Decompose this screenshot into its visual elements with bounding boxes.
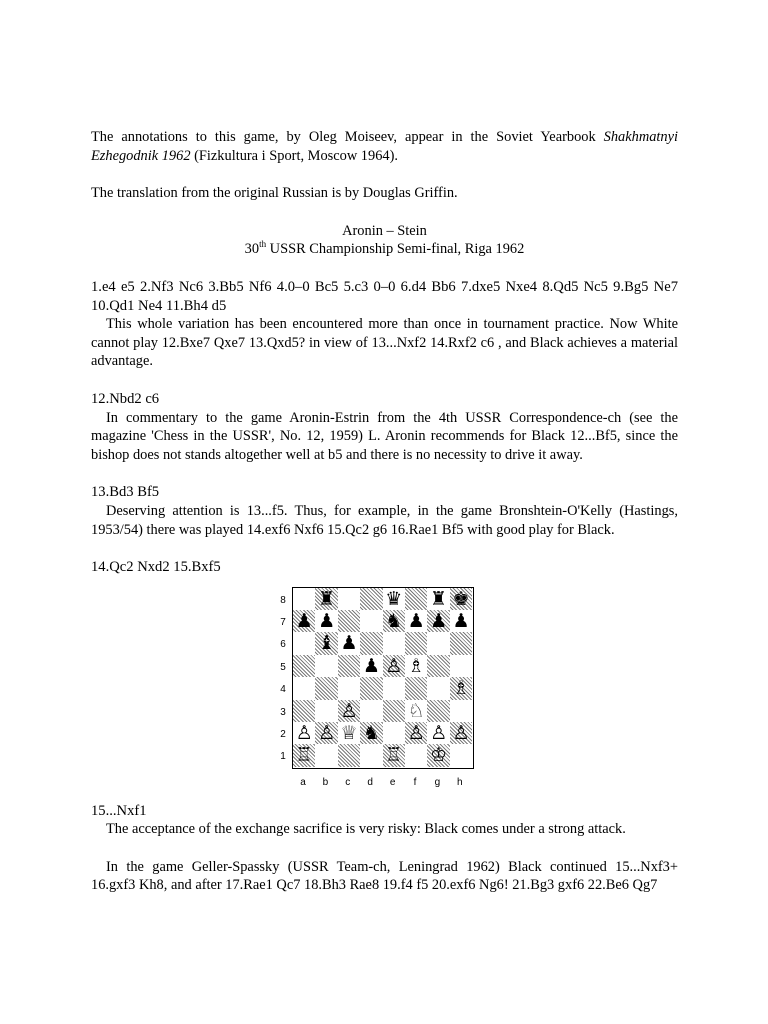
square-b5 bbox=[315, 655, 337, 677]
rank-label-3: 3 bbox=[280, 706, 286, 718]
rank-label-8: 8 bbox=[280, 594, 286, 606]
chess-piece-icon: ♘ bbox=[407, 699, 425, 722]
square-d8 bbox=[360, 588, 382, 610]
chess-piece-icon: ♙ bbox=[340, 699, 358, 722]
chess-piece-icon: ♙ bbox=[295, 722, 313, 745]
square-d6 bbox=[360, 632, 382, 654]
chess-piece-icon: ♙ bbox=[452, 722, 470, 745]
chess-piece-icon: ♙ bbox=[430, 722, 448, 745]
square-a8 bbox=[293, 588, 315, 610]
file-label-h: h bbox=[457, 776, 463, 788]
event-ordinal: th bbox=[259, 239, 267, 250]
square-d7 bbox=[360, 610, 382, 632]
square-e4 bbox=[383, 677, 405, 699]
chess-piece-icon: ♟ bbox=[452, 610, 470, 633]
square-a5 bbox=[293, 655, 315, 677]
square-h3 bbox=[450, 700, 472, 722]
square-g6 bbox=[427, 632, 449, 654]
chess-piece-icon: ♛ bbox=[385, 587, 403, 610]
square-h1 bbox=[450, 744, 472, 766]
file-label-a: a bbox=[300, 776, 306, 788]
square-d3 bbox=[360, 700, 382, 722]
game-players: Aronin – Stein bbox=[342, 222, 427, 239]
square-c8 bbox=[338, 588, 360, 610]
chess-piece-icon: ♖ bbox=[295, 744, 313, 767]
yearbook-title: Shakhmatnyi Ezhegodnik 1962 bbox=[91, 129, 678, 164]
square-c7 bbox=[338, 610, 360, 632]
intro-paragraph bbox=[91, 128, 678, 165]
square-h6 bbox=[450, 632, 472, 654]
chess-piece-icon: ♙ bbox=[385, 654, 403, 677]
chess-piece-icon: ♟ bbox=[340, 632, 358, 655]
square-g4 bbox=[427, 677, 449, 699]
document-page bbox=[91, 128, 678, 895]
chess-piece-icon: ♟ bbox=[362, 654, 380, 677]
rank-label-6: 6 bbox=[280, 639, 286, 651]
square-b3 bbox=[315, 700, 337, 722]
file-label-e: e bbox=[389, 776, 396, 788]
event-number: 30 bbox=[244, 241, 260, 258]
square-c4 bbox=[338, 677, 360, 699]
comment-geller-spassky: In the game Geller-Spassky (USSR Team-ch, Leningrad 1962) Black continued 15...Nxf3+ 16.gxf3 Kh8, and after 17.Rae1 Qc7 18.Bh3 Rae8 19.f4 f5 20.exf6 Ng6! 21.Bg3 gxf6 22.Be6 Qg7 bbox=[91, 858, 678, 894]
square-c5 bbox=[338, 655, 360, 677]
chess-piece-icon: ♕ bbox=[340, 722, 358, 745]
square-e2 bbox=[383, 722, 405, 744]
chess-diagram bbox=[91, 577, 678, 797]
square-f1 bbox=[405, 744, 427, 766]
file-label-b: b bbox=[322, 776, 329, 788]
file-label-d: d bbox=[367, 776, 373, 788]
square-g3 bbox=[427, 700, 449, 722]
game-event bbox=[91, 240, 678, 259]
square-e3 bbox=[383, 700, 405, 722]
square-a4 bbox=[293, 677, 315, 699]
file-label-f: f bbox=[413, 776, 417, 788]
chess-piece-icon: ♙ bbox=[407, 722, 425, 745]
rank-label-5: 5 bbox=[280, 661, 286, 673]
square-d1 bbox=[360, 744, 382, 766]
square-c1 bbox=[338, 744, 360, 766]
file-label-c: c bbox=[345, 776, 351, 788]
chess-piece-icon: ♞ bbox=[385, 610, 403, 633]
moves-12: 12.Nbd2 c6 bbox=[91, 390, 160, 407]
square-d4 bbox=[360, 677, 382, 699]
file-label-g: g bbox=[434, 776, 441, 788]
chess-piece-icon: ♜ bbox=[430, 587, 448, 610]
comment-move-12: In commentary to the game Aronin-Estrin from the 4th USSR Correspondence-ch (see the magazine 'Chess in the USSR', No. 12, 1959) L. Aronin recommends for Black 12...Bf5, since the bishop does not stands altogether well at b5 and there is no necessity to drive it away. bbox=[91, 409, 678, 463]
rank-label-1: 1 bbox=[280, 751, 286, 763]
chess-piece-icon: ♜ bbox=[318, 587, 336, 610]
square-h5 bbox=[450, 655, 472, 677]
chess-board bbox=[292, 587, 474, 769]
chess-piece-icon: ♟ bbox=[318, 610, 336, 633]
square-b1 bbox=[315, 744, 337, 766]
square-a3 bbox=[293, 700, 315, 722]
chess-piece-icon: ♗ bbox=[407, 654, 425, 677]
moves-1-11: 1.e4 e5 2.Nf3 Nc6 3.Bb5 Nf6 4.0–0 Bc5 5.c3 0–0 6.d4 Bb6 7.dxe5 Nxe4 8.Qd5 Nc5 9.Bg5 Ne7 10.Qd1 Ne4 11.Bh4 d5 bbox=[91, 278, 678, 314]
square-f6 bbox=[405, 632, 427, 654]
comment-move-11: This whole variation has been encountered more than once in tournament practice. Now White cannot play 12.Bxe7 Qxe7 13.Qxd5? in view of 13...Nxf2 14.Rxf2 c6 , and Black achieves a material advantage. bbox=[91, 316, 678, 370]
event-name: USSR Championship Semi-final, Riga 1962 bbox=[266, 241, 525, 258]
comment-move-15: The acceptance of the exchange sacrifice is very risky: Black comes under a strong attack. bbox=[106, 821, 626, 838]
square-f4 bbox=[405, 677, 427, 699]
translation-note: The translation from the original Russian is by Douglas Griffin. bbox=[91, 185, 458, 202]
chess-piece-icon: ♗ bbox=[452, 677, 470, 700]
moves-14-15: 14.Qc2 Nxd2 15.Bxf5 bbox=[91, 559, 221, 576]
chess-piece-icon: ♖ bbox=[385, 744, 403, 767]
square-f8 bbox=[405, 588, 427, 610]
square-b4 bbox=[315, 677, 337, 699]
chess-piece-icon: ♟ bbox=[430, 610, 448, 633]
chess-piece-icon: ♟ bbox=[407, 610, 425, 633]
rank-label-7: 7 bbox=[280, 617, 286, 629]
chess-piece-icon: ♝ bbox=[318, 632, 336, 655]
square-a6 bbox=[293, 632, 315, 654]
rank-label-2: 2 bbox=[280, 729, 286, 741]
square-e6 bbox=[383, 632, 405, 654]
intro-text-1: The annotations to this game, by Oleg Moiseev, appear in the Soviet Yearbook bbox=[91, 129, 604, 145]
chess-piece-icon: ♚ bbox=[452, 587, 470, 610]
chess-piece-icon: ♞ bbox=[362, 722, 380, 745]
intro-text-2: (Fizkultura i Sport, Moscow 1964). bbox=[190, 147, 398, 164]
chess-piece-icon: ♟ bbox=[295, 610, 313, 633]
chess-piece-icon: ♔ bbox=[430, 744, 448, 767]
moves-15-black: 15...Nxf1 bbox=[91, 802, 147, 819]
chess-piece-icon: ♙ bbox=[318, 722, 336, 745]
square-g5 bbox=[427, 655, 449, 677]
comment-move-13: Deserving attention is 13...f5. Thus, for example, in the game Bronshtein-O'Kelly (Hastings, 1953/54) there was played 14.exf6 Nxf6 15.Qc2 g6 16.Rae1 Bf5 with good play for Black. bbox=[91, 502, 678, 538]
moves-13: 13.Bd3 Bf5 bbox=[91, 484, 160, 501]
rank-label-4: 4 bbox=[280, 684, 286, 696]
